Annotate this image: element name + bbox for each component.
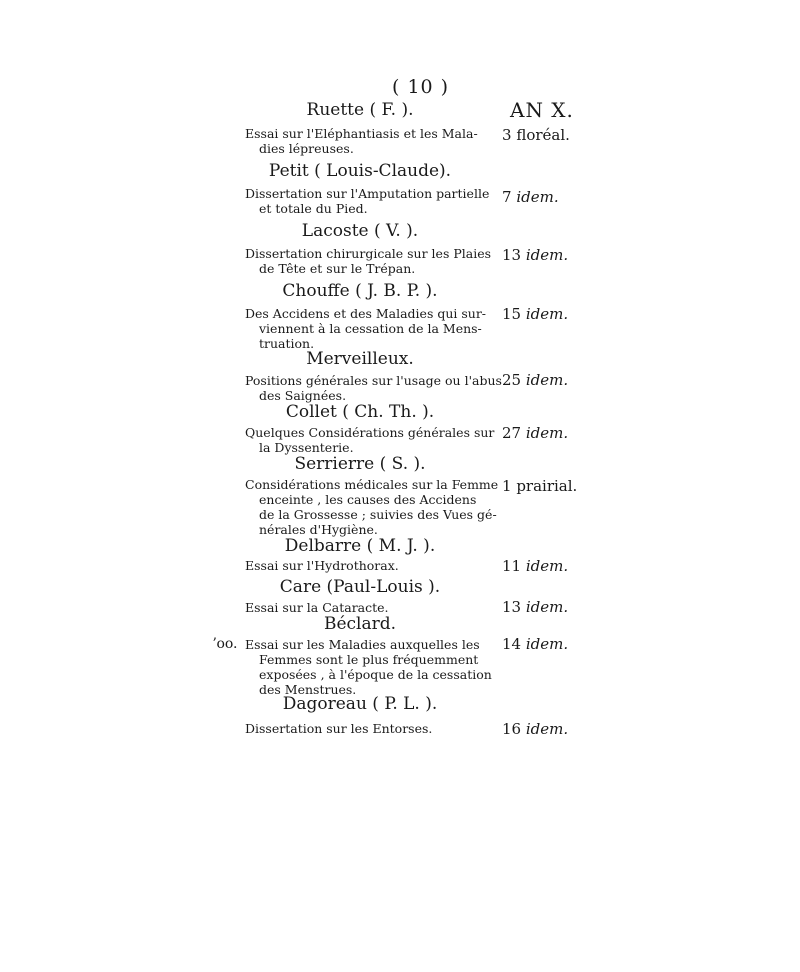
margin-number: ʼoo. xyxy=(212,636,238,652)
entry-date-day: 15 xyxy=(502,305,526,323)
entry-date-month: idem. xyxy=(525,424,569,442)
entry-title-line: Des Accidens et des Maladies qui sur- xyxy=(245,306,487,321)
entry-title-line: dies lépreuses. xyxy=(259,141,354,156)
entry-title-line: de Tête et sur le Trépan. xyxy=(259,261,416,276)
entry-title-line: Essai sur les Maladies auxquelles les xyxy=(245,637,480,652)
page-number: ( 10 ) xyxy=(392,76,450,98)
entry-title-line: Dissertation sur l'Amputation partielle xyxy=(245,186,490,201)
entry-author: Care (Paul-Louis ). xyxy=(279,577,441,597)
entry-date-month: idem. xyxy=(525,720,569,738)
entry-title-line: exposées , à l'époque de la cessation xyxy=(259,667,492,682)
entry-date xyxy=(502,305,568,323)
entry-author: Serrierre ( S. ). xyxy=(294,454,426,474)
entry-date-month: idem. xyxy=(525,557,569,575)
entry-title-line: de la Grossesse ; suivies des Vues gé- xyxy=(259,507,497,522)
entry-author: Collet ( Ch. Th. ). xyxy=(285,402,435,422)
entry-date-day: 16 xyxy=(502,720,526,738)
entry-date-month: idem. xyxy=(525,598,569,616)
entry-date-month: floréal. xyxy=(516,126,570,144)
entry-title-line: des Saignées. xyxy=(259,388,347,403)
entry-title-line: Positions générales sur l'usage ou l'abus xyxy=(245,373,502,388)
entry-title-line: et totale du Pied. xyxy=(259,201,368,216)
year-header: AN X. xyxy=(510,98,574,122)
entry-title xyxy=(245,306,487,351)
entry-date-month: idem. xyxy=(525,305,569,323)
entry-author: Petit ( Louis-Claude). xyxy=(268,161,452,181)
entry-author: Dagoreau ( P. L. ). xyxy=(282,694,438,714)
entry-author: Béclard. xyxy=(323,614,397,634)
entry-author: Merveilleux. xyxy=(306,349,414,369)
entry-title-line: enceinte , les causes des Accidens xyxy=(259,492,477,507)
entry-title-line: Considérations médicales sur la Femme xyxy=(245,477,499,492)
entry-date xyxy=(502,424,568,442)
entry-title xyxy=(245,558,480,573)
entry-date-month: idem. xyxy=(525,371,569,389)
entry-date-day: 3 xyxy=(502,126,517,144)
entry-author: Delbarre ( M. J. ). xyxy=(284,536,436,556)
entry-title-line: Essai sur l'Hydrothorax. xyxy=(245,558,399,573)
entry-title xyxy=(245,477,499,537)
entry-author: Lacoste ( V. ). xyxy=(301,221,419,241)
entry-title xyxy=(245,246,492,276)
entry-date-day: 13 xyxy=(502,598,526,616)
entry-date-day: 7 xyxy=(502,188,517,206)
entry-date xyxy=(502,126,570,144)
entry-date-month: idem. xyxy=(525,635,569,653)
entry-date xyxy=(502,477,577,495)
entry-title-line: truation. xyxy=(259,336,315,351)
entry-date xyxy=(502,635,568,653)
entry-title xyxy=(245,721,480,736)
entry-title-line: la Dyssenterie. xyxy=(259,440,354,455)
entry-title-line: Essai sur l'Eléphantiasis et les Mala- xyxy=(245,126,478,141)
entry-date-month: idem. xyxy=(516,188,559,206)
entry-date-month: idem. xyxy=(525,246,569,264)
entry-title-line: Essai sur la Cataracte. xyxy=(245,600,389,615)
entry-title xyxy=(245,126,480,156)
entry-title-line: Quelques Considérations générales sur xyxy=(245,425,495,440)
entry-title xyxy=(245,186,490,216)
entry-title-line: des Menstrues. xyxy=(259,682,357,697)
entry-date-day: 1 xyxy=(502,477,517,495)
entry-title xyxy=(245,637,492,697)
entry-date xyxy=(502,371,568,389)
entry-author: Chouffe ( J. B. P. ). xyxy=(282,281,438,301)
entry-date xyxy=(502,557,568,575)
entry-date-day: 25 xyxy=(502,371,526,389)
entry-title-line: Dissertation sur les Entorses. xyxy=(245,721,433,736)
entry-date-day: 13 xyxy=(502,246,526,264)
entry-title xyxy=(245,600,480,615)
entry-date-day: 11 xyxy=(502,557,526,575)
entry-date xyxy=(502,246,568,264)
entry-title-line: Dissertation chirurgicale sur les Plaies xyxy=(245,246,492,261)
entry-author: Ruette ( F. ). xyxy=(306,100,414,120)
entry-title xyxy=(245,425,495,455)
entry-title-line: Femmes sont le plus fréquemment xyxy=(259,652,479,667)
entry-date-day: 14 xyxy=(502,635,526,653)
entry-title-line: nérales d'Hygiène. xyxy=(259,522,378,537)
entry-title xyxy=(245,373,502,403)
entry-date xyxy=(502,188,559,206)
entry-date xyxy=(502,720,568,738)
entry-date-day: 27 xyxy=(502,424,526,442)
entry-date-month: prairial. xyxy=(516,477,578,495)
entry-title-line: viennent à la cessation de la Mens- xyxy=(259,321,482,336)
